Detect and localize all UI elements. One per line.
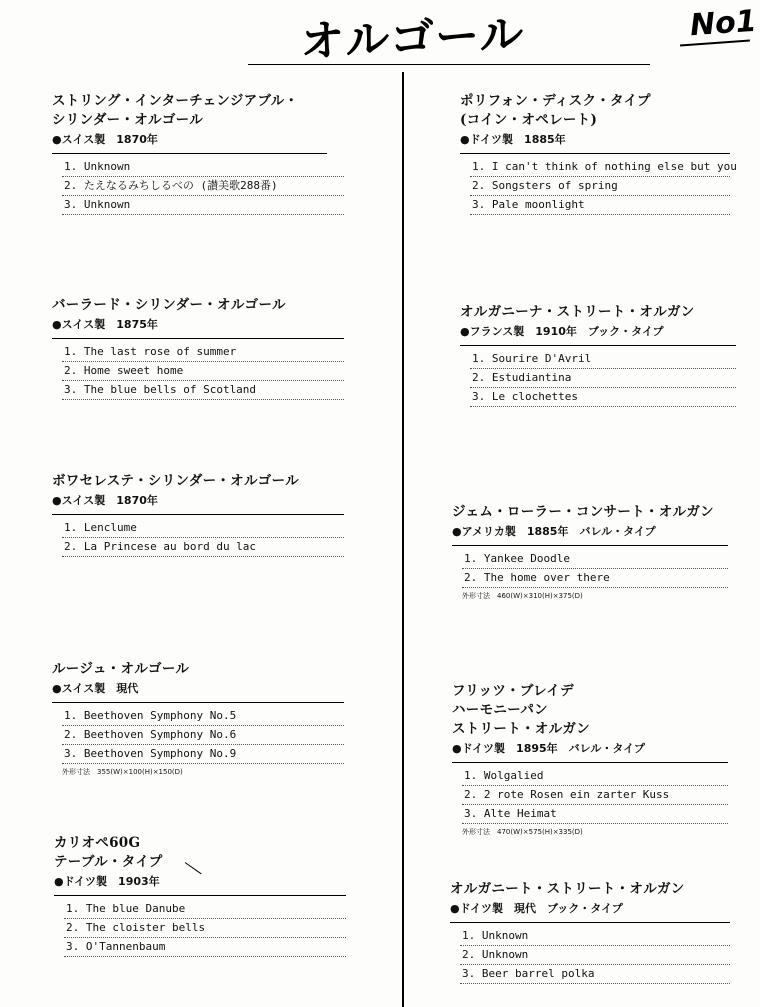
music-box-entry — [52, 472, 344, 557]
entry-title: ポリフォン・ディスク・タイプ (コイン・オペレート) — [460, 93, 651, 128]
entry-title: ルージュ・オルゴール — [52, 661, 190, 677]
entry-rule — [52, 153, 327, 154]
music-box-entry — [52, 92, 344, 215]
music-box-entry — [460, 92, 737, 215]
entry-rule — [52, 702, 344, 703]
track-item: 2. Beethoven Symphony No.6 — [62, 726, 344, 745]
entry-rule — [52, 514, 344, 515]
music-box-entry — [452, 503, 728, 602]
track-item: 1. The blue Danube — [64, 900, 346, 919]
entry-rule — [460, 153, 730, 154]
track-item: 1. The last rose of summer — [62, 343, 344, 362]
track-item: 2. La Princese au bord du lac — [62, 538, 344, 557]
entry-title: カリオペ60G テーブル・タイプ — [54, 835, 163, 870]
music-box-entry — [54, 834, 346, 957]
track-item: 3. Le clochettes — [470, 388, 736, 407]
track-item: 2. Songsters of spring — [470, 177, 730, 196]
track-item: 1. Beethoven Symphony No.5 — [62, 707, 344, 726]
dimensions-note: 外形寸法 460(W)×310(H)×375(D) — [462, 592, 583, 600]
entry-rule — [452, 762, 728, 763]
dimensions-note: 外形寸法 470(W)×575(H)×335(D) — [462, 828, 583, 836]
entry-title: フリッツ・ブレイデ ハーモニーパン ストリート・オルガン — [452, 683, 590, 737]
page-title: オルゴール — [299, 9, 526, 68]
music-box-entry — [460, 303, 736, 407]
entry-rule — [460, 345, 736, 346]
entry-title: ボワセレステ・シリンダー・オルゴール — [52, 473, 299, 489]
entry-title: オルガニート・ストリート・オルガン — [450, 881, 685, 897]
track-item: 2. Home sweet home — [62, 362, 344, 381]
entry-title: ストリング・インターチェンジアブル・ シリンダー・オルゴール — [52, 93, 299, 128]
track-item: 1. Wolgalied — [462, 767, 728, 786]
track-item: 3. O'Tannenbaum — [64, 938, 346, 957]
entry-rule — [54, 895, 346, 896]
entry-info: ●アメリカ製 1885年 バレル・タイプ — [452, 525, 656, 538]
entry-title: バーラード・シリンダー・オルゴール — [52, 297, 286, 313]
track-item: 1. Yankee Doodle — [462, 550, 728, 569]
track-item: 3. Unknown — [62, 196, 344, 215]
track-item: 3. Pale moonlight — [470, 196, 730, 215]
track-item: 1. I can't think of nothing else but you — [470, 158, 730, 177]
track-item: 2. たえなるみちしるべの (讃美歌288番) — [62, 177, 344, 196]
track-item: 2. The cloister bells — [64, 919, 346, 938]
entry-rule — [450, 922, 730, 923]
entry-info: ●スイス製 現代 — [52, 682, 139, 695]
music-box-entry — [450, 880, 730, 984]
entry-info: ●ドイツ製 1903年 — [54, 875, 160, 888]
page-number: No1 — [688, 3, 758, 44]
music-box-entry — [52, 660, 344, 778]
music-box-entry — [452, 682, 728, 838]
track-item: 3. Alte Heimat — [462, 805, 728, 824]
entry-title: ジェム・ローラー・コンサート・オルガン — [452, 504, 714, 520]
track-item: 3. The blue bells of Scotland — [62, 381, 344, 400]
entry-info: ●ドイツ製 1895年 バレル・タイプ — [452, 742, 645, 755]
track-item: 1. Unknown — [460, 927, 730, 946]
track-item: 2. Estudiantina — [470, 369, 736, 388]
entry-rule — [52, 338, 344, 339]
track-item: 2. 2 rote Rosen ein zarter Kuss — [462, 786, 728, 805]
track-item: 3. Beer barrel polka — [460, 965, 730, 984]
track-item: 1. Sourire D'Avril — [470, 350, 736, 369]
entry-title: オルガニーナ・ストリート・オルガン — [460, 304, 695, 320]
music-box-entry — [52, 296, 344, 400]
track-item: 2. The home over there — [462, 569, 728, 588]
track-item: 1. Lenclume — [62, 519, 344, 538]
track-item: 1. Unknown — [62, 158, 344, 177]
entry-info: ●ドイツ製 現代 ブック・タイプ — [450, 902, 623, 915]
entry-rule — [452, 545, 728, 546]
entry-info: ●ドイツ製 1885年 — [460, 133, 566, 146]
track-item: 3. Beethoven Symphony No.9 — [62, 745, 344, 764]
track-item: 2. Unknown — [460, 946, 730, 965]
dimensions-note: 外形寸法 355(W)×100(H)×150(D) — [62, 768, 183, 776]
entry-info: ●スイス製 1870年 — [52, 494, 158, 507]
title-underline — [248, 64, 650, 65]
entry-info: ●スイス製 1875年 — [52, 318, 158, 331]
entry-info: ●スイス製 1870年 — [52, 133, 158, 146]
column-divider — [402, 72, 404, 1007]
entry-info: ●フランス製 1910年 ブック・タイプ — [460, 325, 664, 338]
